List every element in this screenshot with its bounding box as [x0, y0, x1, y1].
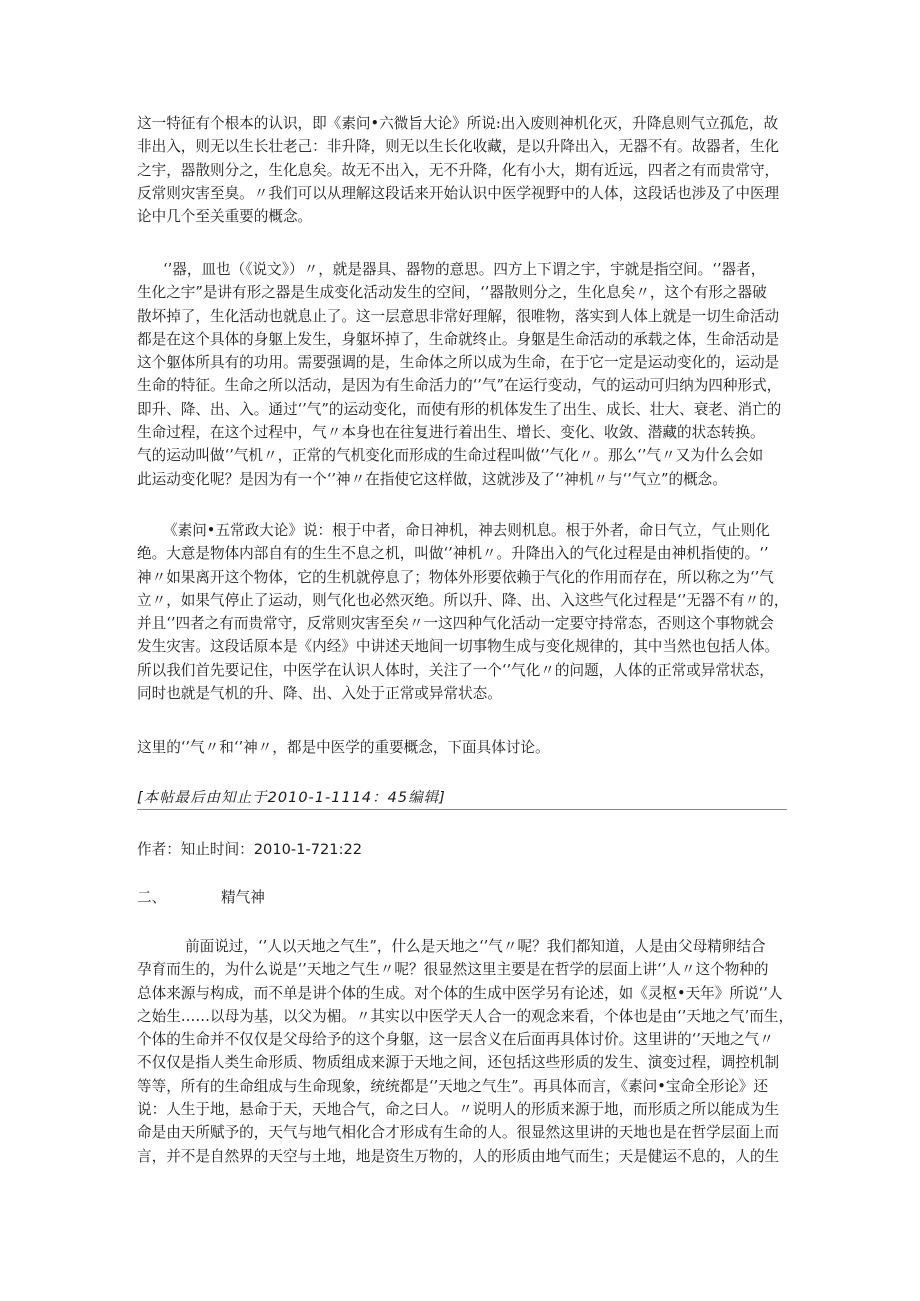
paragraph-1 [137, 112, 787, 228]
text-line: 非出入，则无以生长壮老己：非升降，则无以生长化收藏，是以升降出入，无器不有。故器者，生化 [137, 138, 780, 156]
text-line: 这里的‘’气〃和‘’神〃，都是中医学的重要概念，下面具体讨论。 [137, 739, 550, 756]
text-line: 即升、降、出、入。通过‘’气”的运动变化，而使有形的机体发生了出生、成长、壮大、衰老、消亡的 [137, 400, 782, 418]
text-line: 之始生……以母为基，以父为楣。〃其实以中医学天人合一的观念来看，个体也是由‘’天地之气’而生， [137, 1007, 794, 1025]
text-line: 《素问•五常政大论》说：根于中者，命日神机，神去则机息。根于外者，命日气立，气止则化 [163, 522, 770, 539]
text-line: 这个躯体所具有的功用。需要强调的是，生命体之所以成为生命，在于它一定是运动变化的，运动是 [137, 354, 780, 372]
text-line: 论中几个至关重要的概念。 [137, 208, 313, 226]
text-line: 等等，所有的生命组成与生命现象，统统都是‘’天地之气生”。再具体而言，《素问•宝命全形论》还 [137, 1077, 768, 1095]
text-line: 此运动变化呢？是因为有一个‘’神〃在指使它这样做，这就涉及了‘’神机〃与‘’气立”的概念。 [137, 470, 727, 488]
text-line: 发生灾害。这段话原本是《内经》中讲述天地间一切事物生成与变化规律的，其中当然也包括人体。 [137, 638, 780, 656]
section-title: 精气神 [221, 889, 265, 906]
paragraph-4 [137, 736, 787, 759]
text-line: 气的运动叫做‘’气机〃，正常的气机变化而形成的生命过程叫做‘’气化〃。那么‘’气〃又为什么会如 [137, 447, 764, 465]
post-time: 2010-1-721:22 [253, 841, 363, 858]
text-line: 说：人生于地，悬命于天，天地合气，命之曰人。〃说明人的形质来源于地，而形质之所以能成为生 [137, 1101, 780, 1119]
text-line: 孕育而生的，为什么说是‘’天地之气生〃呢？很显然这里主要是在哲学的层面上讲‘’人〃这个物种的 [137, 961, 769, 979]
text-line: 言，并不是自然界的天空与土地，地是资生万物的，人的形质由地气而生；天是健运不息的，人的生 [137, 1147, 780, 1165]
text-line: 命是由天所赋予的，天气与地气相化合才形成有生命的人。很显然这里讲的天地也是在哲学层面上而 [137, 1124, 780, 1142]
text-line: 都是在这个具体的身躯上发生，身躯坏掉了，生命就终止。身躯是生命活动的承载之体，生命活动是 [137, 330, 780, 348]
text-line: 生命过程，在这个过程中，气〃本身也在往复进行着出生、增长、变化、收敛、潜藏的状态转换。 [137, 424, 765, 442]
text-line: 散坏掉了，生化活动也就息止了。这一层意思非常好理解，很唯物，落实到人体上就是一切生命活动 [137, 307, 780, 325]
text-line: 不仅仅是指人类生命形质、物质组成来源于天地之间，还包括这些形质的发生、演变过程，调控机制 [137, 1054, 780, 1072]
text-line: 生命的特征。生命之所以活动，是因为有生命活力的‘’气”在运行变动，气的运动可归纳为四种形式， [137, 377, 782, 395]
text-line: 之宇，器散则分之，生化息矣。故无不出入，无不升降，化有小大，期有近远，四者之有而贵常守， [137, 161, 780, 179]
text-line: ‘’器，皿也（《说文》）〃，就是器具、器物的意思。四方上下谓之宇，宇就是指空间。‘’器者， [163, 261, 766, 278]
author-label: 作者：知止时间： [137, 841, 254, 858]
edit-note: [本帖最后由知止于2010-1-1114：45编辑] [137, 790, 446, 806]
text-line: 前面说过，‘’人以天地之气生”，什么是天地之‘’气〃呢？我们都知道，人是由父母精卵结合 [185, 938, 766, 955]
text-line: 所以我们首先要记住，中医学在认识人体时，关注了一个‘’气化〃的问题，人体的正常或异常状态， [137, 661, 774, 679]
text-line: 立〃，如果气停止了运动，则气化也必然灭绝。所以升、降、出、入这些气化过程是‘’无器不有〃的， [137, 591, 789, 609]
text-line: 个体的生命并不仅仅是父母给予的这个身躯，这一层含义在后面再具体讨价。这里讲的‘’天地之气〃 [137, 1031, 774, 1049]
text-line: 总体来源与构成，而不单是讲个体的生成。对个体的生成中医学另有论述，如《灵枢•天年》所说‘’人 [137, 984, 783, 1002]
author-line [137, 838, 362, 861]
text-line: 并且‘’四者之有而贵常守，反常则灾害至矣〃一这四种气化活动一定要守持常态，否则这个事物就会 [137, 615, 774, 633]
text-line: 这一特征有个根本的认识，即《素问•六微旨大论》所说:出入废则神机化灭，升降息则气立孤危，故 [137, 115, 779, 132]
divider [137, 809, 787, 810]
text-line: 绝。大意是物体内部自有的生生不息之机，叫做‘’神机〃。升降出入的气化过程是由神机指使的。‘’ [137, 545, 769, 563]
text-line: 生化之宇”是讲有形之器是生成变化活动发生的空间，‘’器散则分之，生化息矣〃，这个有形之器破 [137, 284, 767, 302]
section-heading [137, 886, 265, 909]
paragraph-5 [137, 935, 794, 1168]
paragraph-2 [137, 258, 787, 491]
text-line: 反常则灾害至臭。〃我们可以从理解这段话来开始认识中医学视野中的人体，这段话也涉及了中医理 [137, 184, 780, 202]
paragraph-3 [137, 519, 787, 705]
text-line: 同时也就是气机的升、降、出、入处于正常或异常状态。 [137, 685, 502, 703]
section-number: 二、 [137, 889, 167, 906]
text-line: 神〃如果离开这个物体，它的生机就停息了；物体外形要依赖于气化的作用而存在，所以称之为‘’气 [137, 568, 774, 586]
